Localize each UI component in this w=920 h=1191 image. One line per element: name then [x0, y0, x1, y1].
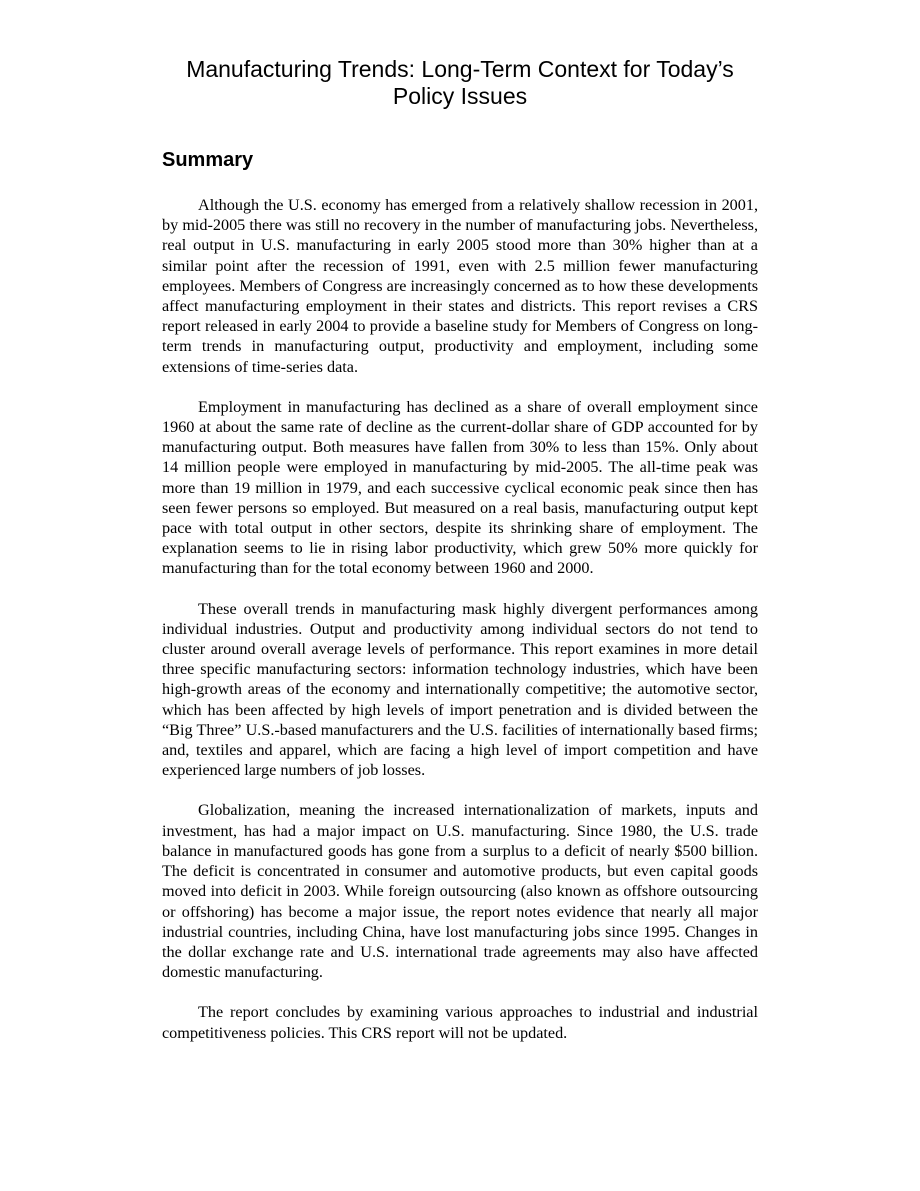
summary-body	[162, 195, 758, 1043]
paragraph: The report concludes by examining various approaches to industrial and industrial competitiveness policies. This CRS report will not be updated.	[162, 1003, 758, 1042]
paragraph: Globalization, meaning the increased internationalization of markets, inputs and investment, has had a major impact on U.S. manufacturing. Since 1980, the U.S. trade balance in manufactured goods has gone from a surplus to a deficit of nearly $500 billion. The deficit is concentrated in consumer and automotive products, but even capital goods moved into deficit in 2003. While foreign outsourcing (also known as offshore outsourcing or offshoring) has become a major issue, the report notes evidence that nearly all major industrial countries, including China, have lost manufacturing jobs since 1995. Changes in the dollar exchange rate and U.S. international trade agreements may also have affected domestic manufacturing.	[162, 801, 758, 982]
paragraph: These overall trends in manufacturing mask highly divergent performances among individual industries. Output and productivity among individual sectors do not tend to cluster around overall average levels of performance. This report examines in more detail three specific manufacturing sectors: information technology industries, which have been high-growth areas of the economy and internationally competitive; the automotive sector, which has been affected by high levels of import penetration and is divided between the “Big Three” U.S.-based manufacturers and the U.S. facilities of internationally based firms; and, textiles and apparel, which are facing a high level of import competition and have experienced large numbers of job losses.	[162, 599, 758, 780]
document-title: Manufacturing Trends: Long-Term Context for Today’s Policy Issues	[186, 56, 734, 109]
document-page	[162, 56, 758, 1063]
paragraph: Employment in manufacturing has declined as a share of overall employment since 1960 at about the same rate of decline as the current-dollar share of GDP accounted for by manufacturing output. Both measures have fallen from 30% to less than 15%. Only about 14 million people were employed in manufacturing by mid-2005. The all-time peak was more than 19 million in 1979, and each successive cyclical economic peak since then has seen fewer persons so employed. But measured on a real basis, manufacturing output kept pace with total output in other sectors, despite its shrinking share of employment. The explanation seems to lie in rising labor productivity, which grew 50% more quickly for manufacturing than for the total economy between 1960 and 2000.	[162, 397, 758, 578]
paragraph: Although the U.S. economy has emerged from a relatively shallow recession in 2001, by mid-2005 there was still no recovery in the number of manufacturing jobs. Nevertheless, real output in U.S. manufacturing in early 2005 stood more than 30% higher than at a similar point after the recession of 1991, even with 2.5 million fewer manufacturing employees. Members of Congress are increasingly concerned as to how these developments affect manufacturing employment in their states and districts. This report revises a CRS report released in early 2004 to provide a baseline study for Members of Congress on long-term trends in manufacturing output, productivity and employment, including some extensions of time-series data.	[162, 196, 758, 376]
section-heading: Summary	[162, 149, 254, 171]
